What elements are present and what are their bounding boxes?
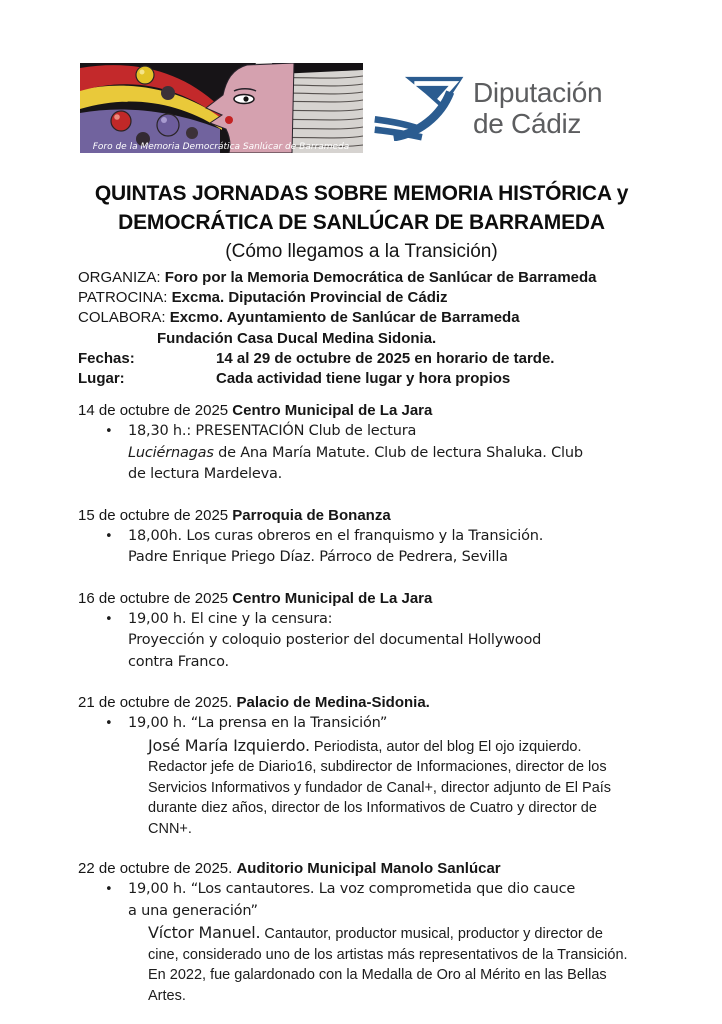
event-date: 16 de octubre de 2025 [78,589,233,607]
event-oct-16 [78,589,645,674]
fechas-value: 14 al 29 de octubre de 2025 en horario de tarde. [216,349,555,367]
organiza-value: Foro por la Memoria Democrática de Sanlúcar de Barrameda [164,269,597,286]
fechas-line [78,349,645,369]
bullet-text [128,609,541,674]
bullet-text [128,526,543,569]
foro-memoria-logo-artwork [80,63,363,153]
cheek-dot-icon [225,116,233,124]
colabora-line-2: Fundación Casa Ducal Medina Sidonia. [157,329,437,347]
event-location: Parroquia de Bonanza [232,506,391,524]
bullet-line: 19,00 h. “Los cantautores. La voz comprometida que dio cauce [128,881,576,898]
wave-bar-top [375,119,416,127]
events-list [78,401,645,1006]
bullet-text [128,421,583,486]
bullet-icon: • [105,528,113,544]
event-oct-22 [78,859,645,1006]
event-oct-15 [78,506,645,569]
bullet-line: 18,30 h.: PRESENTACIÓN Club de lectura [128,423,417,440]
event-heading [78,506,645,525]
bullet-text [128,713,387,735]
eye-pupil-icon [243,96,248,101]
event-oct-14 [78,401,645,486]
event-oct-21 [78,693,645,839]
speaker-name: José María Izquierdo. [148,735,310,755]
event-date: 15 de octubre de 2025 [78,506,233,524]
event-date: 14 de octubre de 2025 [78,402,233,420]
speaker-block [148,923,645,1006]
event-bullet-item [105,879,645,922]
diputacion-logo-icon [372,75,468,141]
bullet-icon: • [105,882,113,898]
bullet-icon: • [105,611,113,627]
event-bullet-item [105,713,645,735]
colabora-line [78,308,645,328]
diputacion-logo-text [473,77,602,139]
event-location: Auditorio Municipal Manolo Sanlúcar [236,860,501,878]
bullet-line: Luciérnagas de Ana María Matute. Club de lectura Shaluka. Club [128,444,583,461]
colabora-label: COLABORA: [78,309,170,327]
speaker-bio: Periodista, autor del blog El ojo izquierdo. [309,738,582,755]
speaker-bio-line: Artes. [148,987,186,1004]
bullet-line: Proyección y coloquio posterior del documental Hollywood [128,632,542,649]
lugar-line [78,369,645,389]
speaker-block [148,736,645,840]
event-date: 22 de octubre de 2025. [78,860,237,878]
diputacion-text-line1: Diputación [473,77,603,108]
bullet-text [128,879,575,922]
bullet-line: 19,00 h. “La prensa en la Transición” [128,715,388,732]
organiza-line [78,268,645,288]
patrocina-label: PATROCINA: [78,289,172,307]
event-bullet-item [105,421,645,486]
foro-logo-caption: Foro de la Memoria Democrática Sanlúcar de Barrameda [92,142,350,152]
patrocina-line [78,288,645,308]
event-heading [78,589,645,608]
bullet-line: Padre Enrique Priego Díaz. Párroco de Pedrera, Sevilla [128,549,508,566]
bullet-line: 19,00 h. El cine y la censura: [128,610,333,627]
bullet-line: de lectura Mardeleva. [128,466,283,483]
event-location: Centro Municipal de La Jara [232,589,433,607]
bullet-icon: • [105,716,113,732]
bullet-icon: • [105,424,113,440]
speaker-bio-line: CNN+. [148,820,192,837]
speaker-bio-line: cine, considerado uno de los artistas más representativos de la Transición. [148,946,628,963]
event-heading [78,693,645,712]
event-heading [78,401,645,420]
bullet-line: a una generación” [128,902,258,919]
info-block [78,268,645,389]
event-bullet-item [105,526,645,569]
speaker-bio-line: En 2022, fue galardonado con la Medalla de Oro al Mérito en las Bellas [148,967,607,984]
fechas-label: Fechas: [78,349,135,367]
event-heading [78,859,645,878]
speaker-name: Víctor Manuel. [148,923,261,943]
organiza-label: ORGANIZA: [78,269,165,286]
speaker-bio-line: durante diez años, director de los Informativos de Cuatro y director de [148,800,597,817]
diputacion-logo [372,75,602,141]
page-subtitle: (Cómo llegamos a la Transición) [225,241,498,262]
title-line-2: DEMOCRÁTICA DE SANLÚCAR DE BARRAMEDA [118,211,605,234]
speaker-intro-line [148,923,645,945]
colabora-value: Excmo. Ayuntamiento de Sanlúcar de Barrameda [169,309,520,327]
lugar-value: Cada actividad tiene lugar y hora propios [216,370,511,388]
diputacion-text-line2: de Cádiz [473,108,582,139]
speaker-bio-line: Redactor jefe de Diario16, subdirector de Informaciones, director de los [148,759,607,776]
speaker-intro-line [148,736,645,758]
bullet-line: 18,00h. Los curas obreros en el franquismo y la Transición. [128,527,544,544]
page-title [78,179,645,237]
header-logos [80,63,645,153]
lugar-label: Lugar: [78,370,125,388]
patrocina-value: Excma. Diputación Provincial de Cádiz [171,289,448,307]
title-line-1: QUINTAS JORNADAS SOBRE MEMORIA HISTÓRICA y [94,182,629,205]
speaker-bio: Cantautor, productor musical, productor y director de [260,926,603,943]
book-title: Luciérnagas [128,444,214,461]
event-bullet-item [105,609,645,674]
event-location: Palacio de Medina-Sidonia. [236,694,430,712]
event-date: 21 de octubre de 2025. [78,694,237,712]
bullet-line: contra Franco. [128,653,229,670]
event-location: Centro Municipal de La Jara [232,402,433,420]
speaker-bio-line: Servicios Informativos y fundador de Canal+, director adjunto de El País [148,779,612,796]
